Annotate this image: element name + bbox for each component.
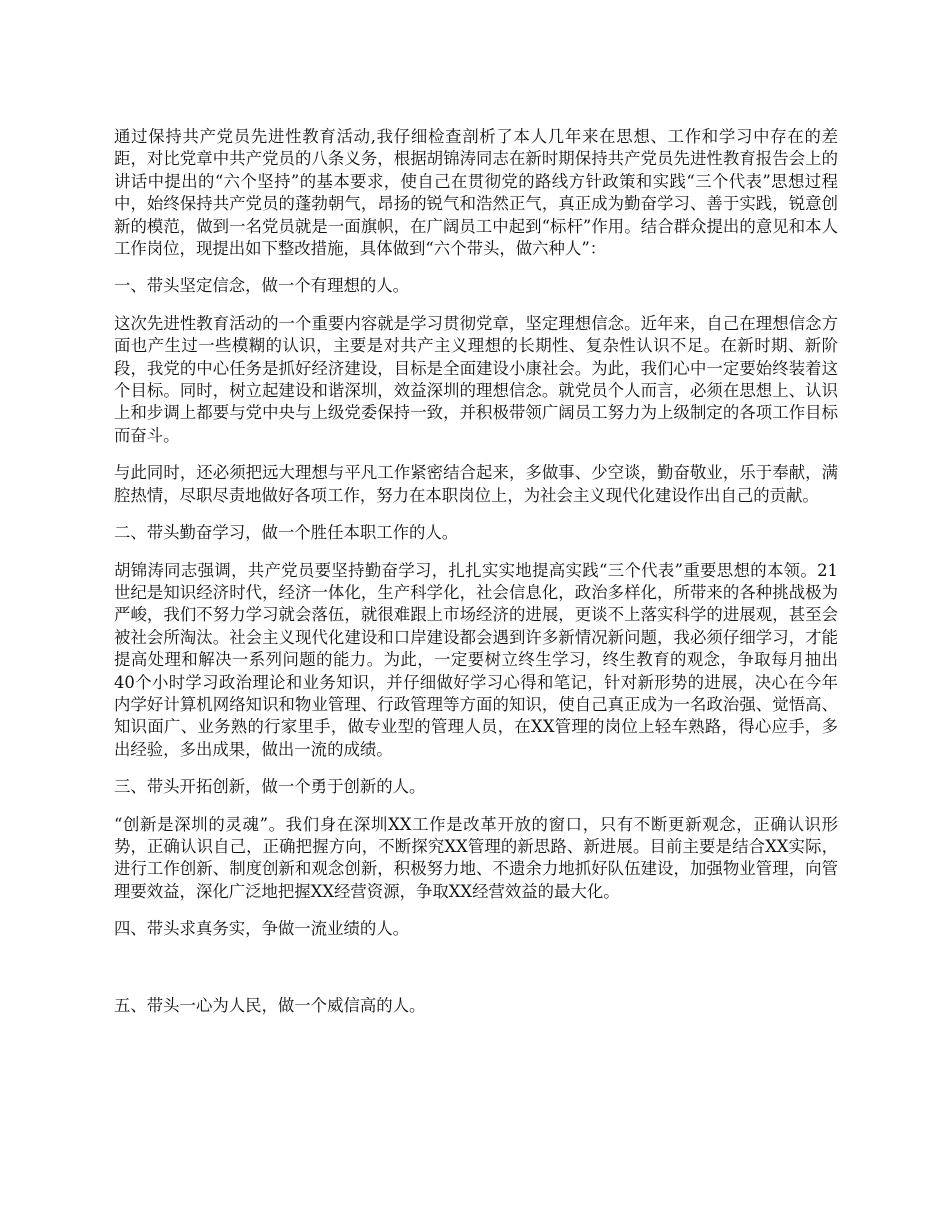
section-5-heading: 五、带头一心为人民，做一个威信高的人。	[114, 995, 426, 1015]
section-2-paragraph-1: 胡锦涛同志强调，共产党员要坚持勤奋学习，扎扎实实地提高实践“三个代表”重要思想的本领。21世纪是知识经济时代，经济一体化，生产科学化，社会信息化，政治多样化，所带来的各种挑战极为严峻，我们不努力学习就会落伍，就很难跟上市场经济的进展，更谈不上落实科学的进展观，甚至会被社会所淘汰。社会主义现代化建设和口岸建设都会遇到许多新情况新问题，我必须仔细学习，才能提高处理和解决一系列问题的能力。为此，一定要树立终生学习，终生教育的观念，争取每月抽出40个小时学习政治理论和业务知识，并仔细做好学习心得和笔记，针对新形势的进展，决心在今年内学好计算机网络知识和物业管理、行政管理等方面的知识，使自己真正成为一名政治强、觉悟高、知识面广、业务熟的行家里手，做专业型的管理人员，在XX管理的岗位上轻车熟路，得心应手，多出经验，多出成果，做出一流的成绩。	[114, 560, 838, 759]
blank-gap	[114, 956, 838, 995]
section-3-heading: 三、带头开拓创新，做一个勇于创新的人。	[114, 777, 426, 797]
intro-paragraph: 通过保持共产党员先进性教育活动,我仔细检查剖析了本人几年来在思想、工作和学习中存在的差距，对比党章中共产党员的八条义务，根据胡锦涛同志在新时期保持共产党员先进性教育报告会上的讲话中提出的“六个坚持”的基本要求，使自己在贯彻党的路线方针政策和实践“三个代表”思想过程中，始终保持共产党员的蓬勃朝气，昂扬的锐气和浩然正气，真正成为勤奋学习、善于实践，锐意创新的模范，做到一名党员就是一面旗帜，在广阔员工中起到“标杆”作用。结合群众提出的意见和本人工作岗位，现提出如下整改措施，具体做到“六个带头，做六种人”：	[114, 127, 838, 259]
section-2-heading: 二、带头勤奋学习，做一个胜任本职工作的人。	[114, 523, 459, 543]
section-1-paragraph-2: 与此同时，还必须把远大理想与平凡工作紧密结合起来，多做事、少空谈，勤奋敬业，乐于奉献，满腔热情，尽职尽责地做好各项工作，努力在本职岗位上，为社会主义现代化建设作出自己的贡献。	[114, 463, 838, 505]
document-body	[114, 126, 838, 1032]
section-1-paragraph-1: 这次先进性教育活动的一个重要内容就是学习贯彻党章，坚定理想信念。近年来，自己在理想信念方面也产生过一些模糊的认识，主要是对共产主义理想的长期性、复杂性认识不足。在新时期、新阶段，我党的中心任务是抓好经济建设，目标是全面建设小康社会。为此，我们心中一定要始终装着这个目标。同时，树立起建设和谐深圳，效益深圳的理想信念。就党员个人而言，必须在思想上、认识上和步调上都要与党中央与上级党委保持一致，并积极带领广阔员工努力为上级制定的各项工作目标而奋斗。	[114, 313, 838, 445]
section-1-heading: 一、带头坚定信念，做一个有理想的人。	[114, 276, 410, 296]
section-3-paragraph-1: “创新是深圳的灵魂”。我们身在深圳XX工作是改革开放的窗口，只有不断更新观念，正确认识形势，正确认识自己，正确把握方向，不断探究XX管理的新思路、新进展。目前主要是结合XX实际，进行工作创新、制度创新和观念创新，积极努力地、不遗余力地抓好队伍建设，加强物业管理，向管理要效益，深化广泛地把握XX经营资源，争取XX经营效益的最大化。	[114, 814, 838, 901]
section-4-heading: 四、带头求真务实，争做一流业绩的人。	[114, 919, 410, 939]
